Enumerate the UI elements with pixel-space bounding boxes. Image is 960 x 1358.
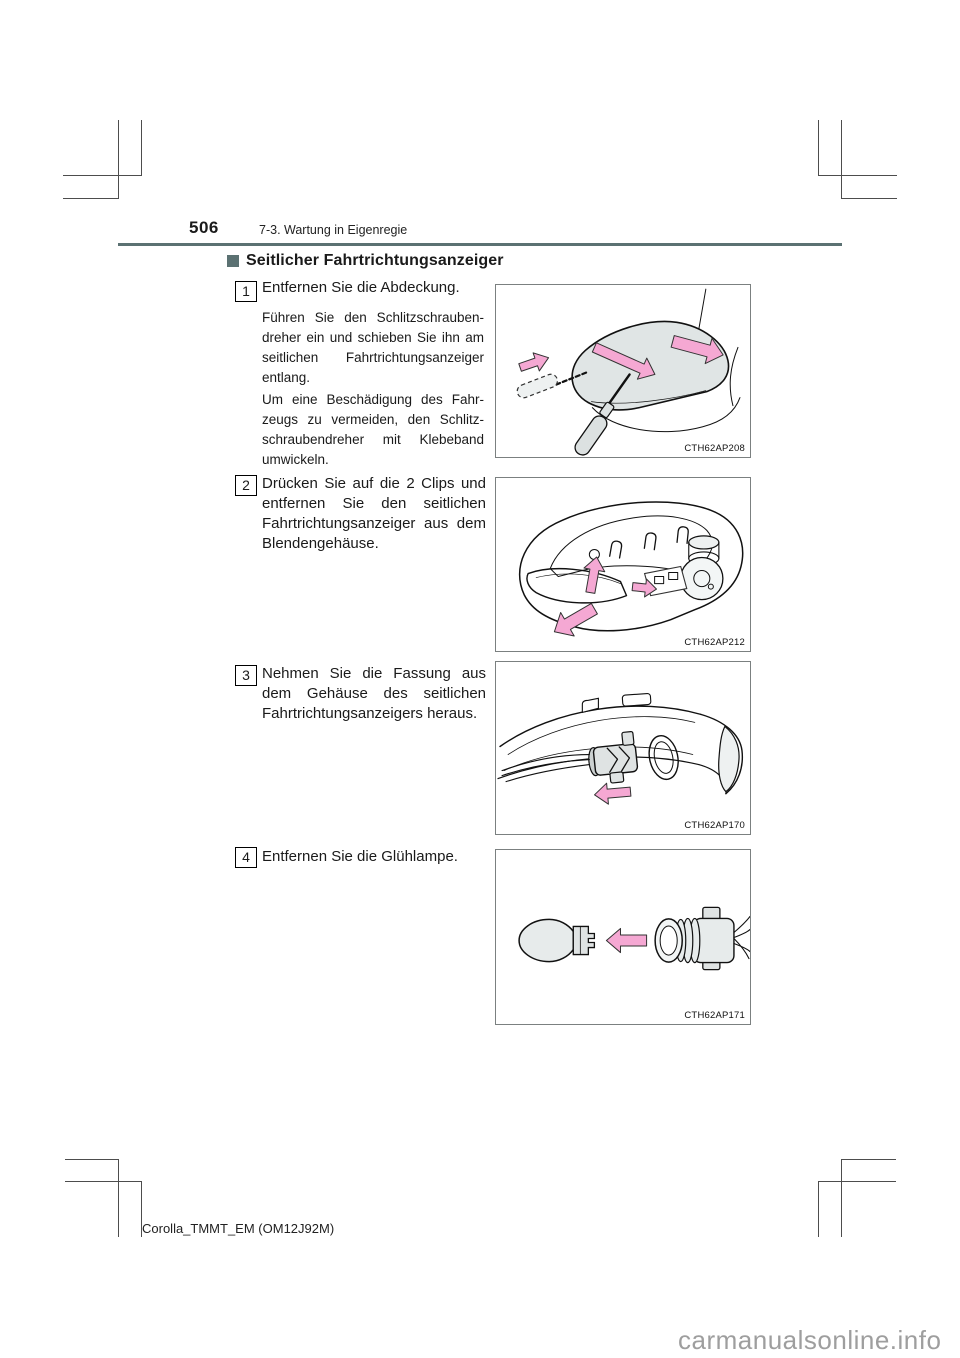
step-2-text: Drücken Sie auf die 2 Clips und entfernen Sie den seitlichen Fahrtrichtungsanzeiger aus dem Blendengehäuse. — [262, 475, 486, 552]
mirror-housing-illustration — [496, 478, 750, 651]
figure-caption: CTH62AP212 — [684, 637, 745, 648]
figure-caption: CTH62AP208 — [684, 443, 745, 454]
figure-socket-removal — [495, 661, 751, 835]
figure-mirror-housing-clips — [495, 477, 751, 652]
step-4-text: Entfernen Sie die Glühlampe. — [262, 848, 458, 865]
figure-bulb-removal — [495, 849, 751, 1025]
step-number-2: 2 — [235, 475, 257, 496]
footer-document-code: Corolla_TMMT_EM (OM12J92M) — [142, 1221, 335, 1236]
header-rule — [118, 243, 842, 246]
step-3-text: Nehmen Sie die Fassung aus dem Gehäuse des seitlichen Fahrtrichtungsanzeigers heraus. — [262, 665, 486, 722]
figure-caption: CTH62AP170 — [684, 820, 745, 831]
chapter-header: 7-3. Wartung in Eigenregie — [259, 223, 408, 237]
page-number: 506 — [189, 218, 219, 237]
bulb-socket-illustration — [496, 850, 750, 1024]
arrow-twist-out-icon — [594, 781, 632, 805]
section-title: Seitlicher Fahrtrichtungsanzeiger — [246, 252, 504, 269]
figure-mirror-cover-removal — [495, 284, 751, 458]
step-1-note-1: Führen Sie den Schlitzschrauben- dreher ein und schieben Sie ihn am seitlichen Fahrtrichtungsanzeiger entlang. — [262, 310, 484, 385]
step-number-4: 4 — [235, 847, 257, 868]
figure-caption: CTH62AP171 — [684, 1010, 745, 1021]
turn-signal-housing-illustration — [496, 662, 750, 834]
step-1-note-2: Um eine Beschädigung des Fahr- zeugs zu vermeiden, den Schlitz- schraubendreher mit Klebeband umwickeln. — [262, 392, 484, 467]
arrow-insert-icon — [517, 349, 552, 377]
section-bullet-icon — [227, 255, 239, 267]
watermark: carmanualsonline.info — [678, 1325, 942, 1355]
step-number-3: 3 — [235, 665, 257, 686]
mirror-cover-illustration — [496, 285, 750, 457]
arrow-pull-bulb-icon — [606, 928, 646, 952]
step-number-1: 1 — [235, 281, 257, 302]
step-1-text: Entfernen Sie die Abdeckung. — [262, 279, 460, 296]
